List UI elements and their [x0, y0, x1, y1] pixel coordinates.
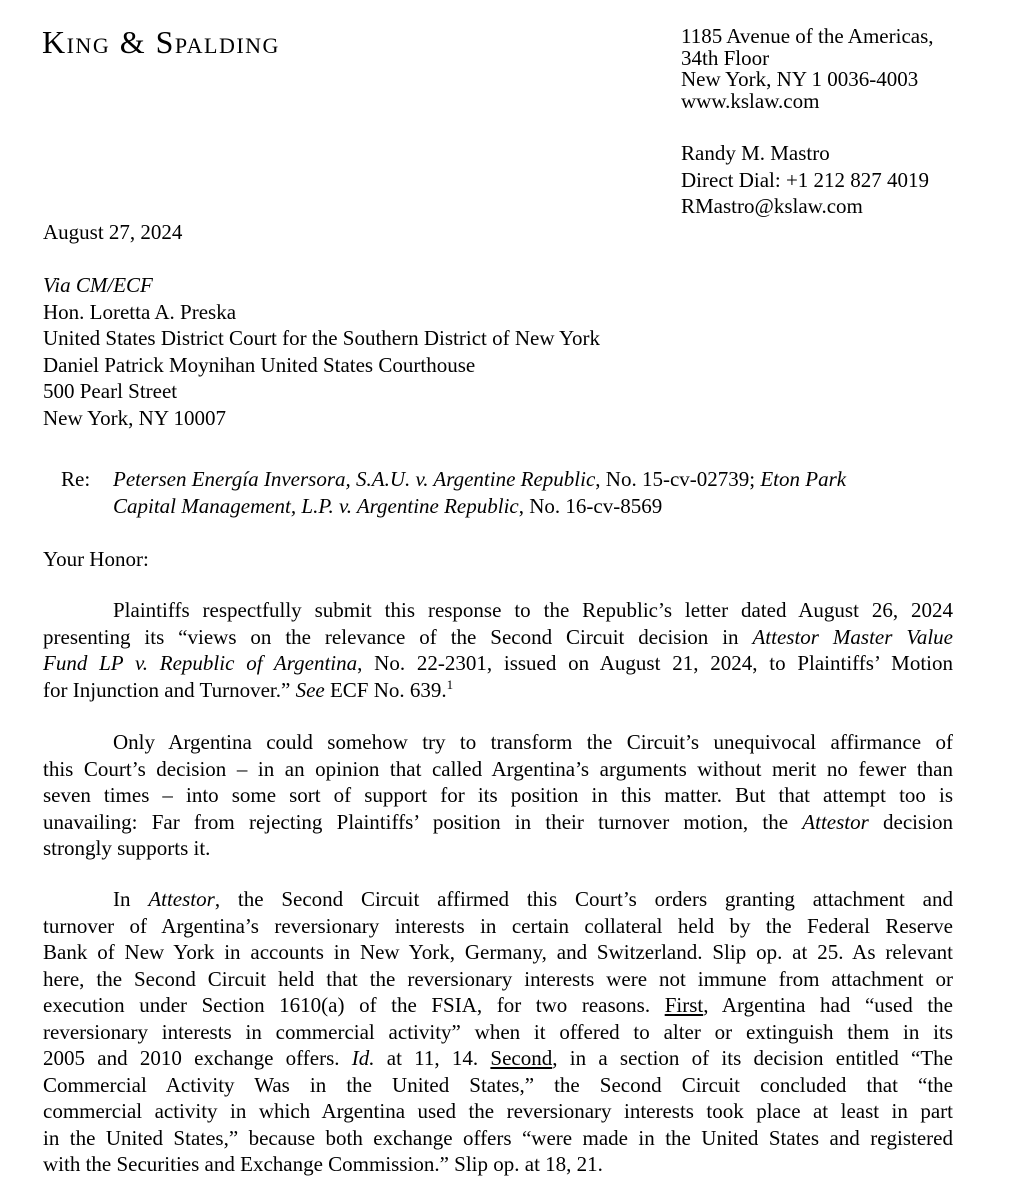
case-name: Eton Park [760, 467, 847, 491]
recipient-street: 500 Pearl Street [43, 379, 178, 403]
delivery-method: Via CM/ECF [43, 273, 153, 297]
case-number: , No. 15-cv-02739; [595, 467, 761, 491]
case-number: , No. 16-cv-8569 [518, 493, 663, 518]
text-line: Bank of New York in accounts in New York, Germany, and Switzerland. Slip op. at 25. As relevant [43, 940, 953, 964]
text-line: Commercial Activity Was in the United States,” the Second Circuit concluded that “the [43, 1072, 953, 1097]
salutation: Your Honor: [43, 547, 149, 571]
recipient-block [43, 272, 955, 431]
text-line: turnover of Argentina’s reversionary interests in certain collateral held by the Federal Reserve [43, 913, 953, 938]
firm-address [681, 26, 934, 112]
text-line: 2005 and 2010 exchange offers. Id. at 11, 14. Second, in a section of its decision entitled “The [43, 1046, 953, 1070]
re-label: Re: [61, 467, 91, 491]
text-line: with the Securities and Exchange Commission.” Slip op. at 18, 21. [43, 1152, 603, 1176]
paragraph-3 [43, 886, 953, 1178]
paragraph-2 [43, 729, 953, 862]
text-line: reversionary interests in commercial activity” when it offered to alter or extinguish them in its [43, 1019, 953, 1044]
firm-website: www.kslaw.com [681, 88, 820, 113]
paragraph-1 [43, 597, 953, 703]
text-line: this Court’s decision – in an opinion that called Argentina’s arguments without merit no fewer than [43, 756, 953, 781]
text-line: here, the Second Circuit held that the reversionary interests were not immune from attachment or [43, 966, 953, 991]
sender-name: Randy M. Mastro [681, 141, 830, 165]
text-line: for Injunction and Turnover.” See ECF No. 639.$^1$ [43, 676, 454, 702]
text-line: in the United States,” because both exchange offers “were made in the United States and registered [43, 1125, 953, 1150]
recipient-city: New York, NY 10007 [43, 405, 226, 430]
footnote-marker: 1 [446, 676, 454, 692]
text-line: execution under Section 1610(a) of the FSIA, for two reasons. First, Argentina had “used the [43, 993, 953, 1017]
address-line: 1185 Avenue of the Americas, [681, 24, 934, 48]
text-line: Fund LP v. Republic of Argentina, No. 22-2301, issued on August 21, 2024, to Plaintiffs’ Motion [43, 651, 953, 675]
sender-email: RMastro@kslaw.com [681, 194, 863, 218]
text-line: Only Argentina could somehow try to transform the Circuit’s unequivocal affirmance of [113, 730, 953, 754]
sender-phone: Direct Dial: +1 212 827 4019 [681, 167, 930, 192]
firm-logo: King & Spalding [42, 24, 280, 60]
recipient-court: United States District Court for the Southern District of New York [43, 326, 601, 350]
text-line: Plaintiffs respectfully submit this response to the Republic’s letter dated August 26, 2024 [113, 598, 953, 622]
recipient-name: Hon. Loretta A. Preska [43, 299, 237, 324]
sender-contact [681, 140, 929, 220]
text-line: unavailing: Far from rejecting Plaintiffs’ position in their turnover motion, the Attestor decision [43, 809, 954, 834]
text-line: commercial activity in which Argentina used the reversionary interests took place at least in part [43, 1099, 953, 1123]
address-line: New York, NY 1 0036-4003 [681, 67, 919, 91]
text-line: seven times – into some sort of support for its position in this matter. But that attempt too is [43, 783, 953, 807]
re-subject [113, 466, 846, 519]
address-line: 34th Floor [681, 45, 770, 70]
text-line: presenting its “views on the relevance of the Second Circuit decision in Attestor Master Value [43, 624, 953, 649]
text-line: In Attestor, the Second Circuit affirmed this Court’s orders granting attachment and [113, 887, 953, 911]
recipient-courthouse: Daniel Patrick Moynihan United States Courthouse [43, 352, 476, 377]
case-name: Petersen Energía Inversora, S.A.U. v. Argentine Republic [113, 467, 596, 491]
text-line: strongly supports it. [43, 836, 211, 860]
letter-date: August 27, 2024 [43, 220, 183, 244]
case-name: Capital Management, L.P. v. Argentine Republic [113, 493, 519, 518]
